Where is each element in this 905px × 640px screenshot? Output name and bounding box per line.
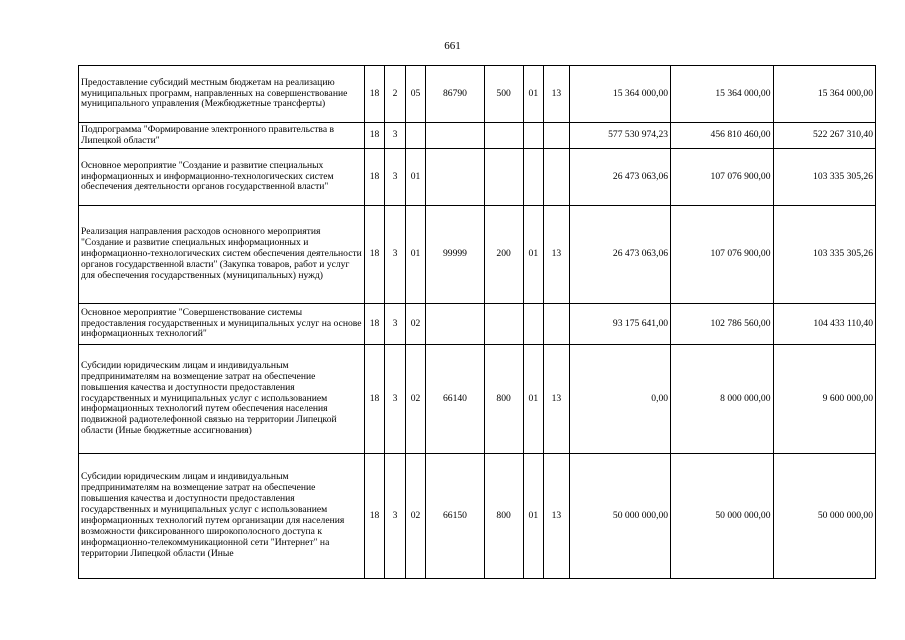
amount-year-1: 26 473 063,06: [569, 206, 670, 304]
code-expense-type: 800: [484, 345, 523, 454]
amount-year-1: 15 364 000,00: [569, 66, 670, 123]
code-section: [523, 149, 543, 206]
amount-year-3: 50 000 000,00: [773, 454, 875, 579]
table-body: [79, 66, 876, 579]
code-ministry: 18: [364, 206, 384, 304]
code-direction: [426, 123, 484, 149]
amount-year-2: 102 786 560,00: [671, 304, 773, 345]
code-expense-type: 500: [484, 66, 523, 123]
table-row: [79, 345, 876, 454]
amount-year-2: 107 076 900,00: [671, 206, 773, 304]
amount-year-1: 577 530 974,23: [569, 123, 670, 149]
amount-year-1: 0,00: [569, 345, 670, 454]
table-row: [79, 206, 876, 304]
amount-year-2: 107 076 900,00: [671, 149, 773, 206]
code-ministry: 18: [364, 123, 384, 149]
code-subprogram: 3: [385, 149, 405, 206]
code-direction: [426, 149, 484, 206]
table-row: [79, 454, 876, 579]
code-subsection: [544, 304, 570, 345]
row-description: Подпрограмма "Формирование электронного правительства в Липецкой области": [79, 123, 365, 149]
code-direction: 66140: [426, 345, 484, 454]
code-subprogram: 3: [385, 345, 405, 454]
page-number: 661: [444, 40, 461, 52]
code-expense-type: 800: [484, 454, 523, 579]
code-section: 01: [523, 454, 543, 579]
code-activity: 02: [405, 345, 425, 454]
code-activity: 01: [405, 149, 425, 206]
row-description: Субсидии юридическим лицам и индивидуальным предпринимателям на возмещение затрат на обеспечение повышения качества и доступности предоставления государственных и муниципальных услуг с использованием информационных технологий путем организации для населения возможности фиксированного широкополосного доступа к информационно-телекоммуникационной сети "Интернет" на территории Липецкой области (Иные: [79, 454, 365, 579]
code-ministry: 18: [364, 66, 384, 123]
amount-year-3: 103 335 305,26: [773, 206, 875, 304]
code-subprogram: 3: [385, 123, 405, 149]
code-ministry: 18: [364, 345, 384, 454]
code-subsection: 13: [544, 345, 570, 454]
code-direction: 86790: [426, 66, 484, 123]
code-expense-type: [484, 123, 523, 149]
code-activity: 02: [405, 454, 425, 579]
code-activity: [405, 123, 425, 149]
amount-year-3: 104 433 110,40: [773, 304, 875, 345]
code-subsection: 13: [544, 454, 570, 579]
code-ministry: 18: [364, 149, 384, 206]
code-expense-type: 200: [484, 206, 523, 304]
code-ministry: 18: [364, 454, 384, 579]
row-description: Субсидии юридическим лицам и индивидуальным предпринимателям на возмещение затрат на обеспечение повышения качества и доступности предоставления государственных и муниципальных услуг с использованием информационных технологий путем обеспечения населения подвижной радиотелефонной связью на территории Липецкой области (Иные бюджетные ассигнования): [79, 345, 365, 454]
code-section: [523, 123, 543, 149]
code-expense-type: [484, 149, 523, 206]
code-subprogram: 2: [385, 66, 405, 123]
table-row: [79, 123, 876, 149]
code-subprogram: 3: [385, 454, 405, 579]
code-activity: 02: [405, 304, 425, 345]
code-direction: 66150: [426, 454, 484, 579]
amount-year-2: 15 364 000,00: [671, 66, 773, 123]
table-row: [79, 149, 876, 206]
row-description: Основное мероприятие "Совершенствование системы предоставления государственных и муниципальных услуг на основе информационных технологий": [79, 304, 365, 345]
code-activity: 01: [405, 206, 425, 304]
table-row: [79, 66, 876, 123]
code-direction: [426, 304, 484, 345]
code-activity: 05: [405, 66, 425, 123]
amount-year-2: 456 810 460,00: [671, 123, 773, 149]
code-subsection: 13: [544, 206, 570, 304]
code-subprogram: 3: [385, 206, 405, 304]
code-direction: 99999: [426, 206, 484, 304]
amount-year-1: 50 000 000,00: [569, 454, 670, 579]
row-description: Предоставление субсидий местным бюджетам на реализацию муниципальных программ, направленных на совершенствование муниципального управления (Межбюджетные трансферты): [79, 66, 365, 123]
amount-year-1: 93 175 641,00: [569, 304, 670, 345]
code-section: [523, 304, 543, 345]
code-subsection: [544, 149, 570, 206]
amount-year-3: 9 600 000,00: [773, 345, 875, 454]
code-subsection: [544, 123, 570, 149]
amount-year-2: 50 000 000,00: [671, 454, 773, 579]
code-section: 01: [523, 345, 543, 454]
budget-table: [78, 65, 876, 579]
amount-year-3: 522 267 310,40: [773, 123, 875, 149]
table-row: [79, 304, 876, 345]
amount-year-2: 8 000 000,00: [671, 345, 773, 454]
row-description: Реализация направления расходов основного мероприятия "Создание и развитие специальных информационных и информационно-технологических систем обеспечения деятельности органов государственной власти" (Закупка товаров, работ и услуг для обеспечения государственных (муниципальных) нужд): [79, 206, 365, 304]
code-expense-type: [484, 304, 523, 345]
amount-year-1: 26 473 063,06: [569, 149, 670, 206]
code-section: 01: [523, 206, 543, 304]
code-ministry: 18: [364, 304, 384, 345]
amount-year-3: 103 335 305,26: [773, 149, 875, 206]
row-description: Основное мероприятие "Создание и развитие специальных информационных и информационно-технологических систем обеспечения деятельности органов государственной власти": [79, 149, 365, 206]
amount-year-3: 15 364 000,00: [773, 66, 875, 123]
code-subsection: 13: [544, 66, 570, 123]
code-section: 01: [523, 66, 543, 123]
code-subprogram: 3: [385, 304, 405, 345]
